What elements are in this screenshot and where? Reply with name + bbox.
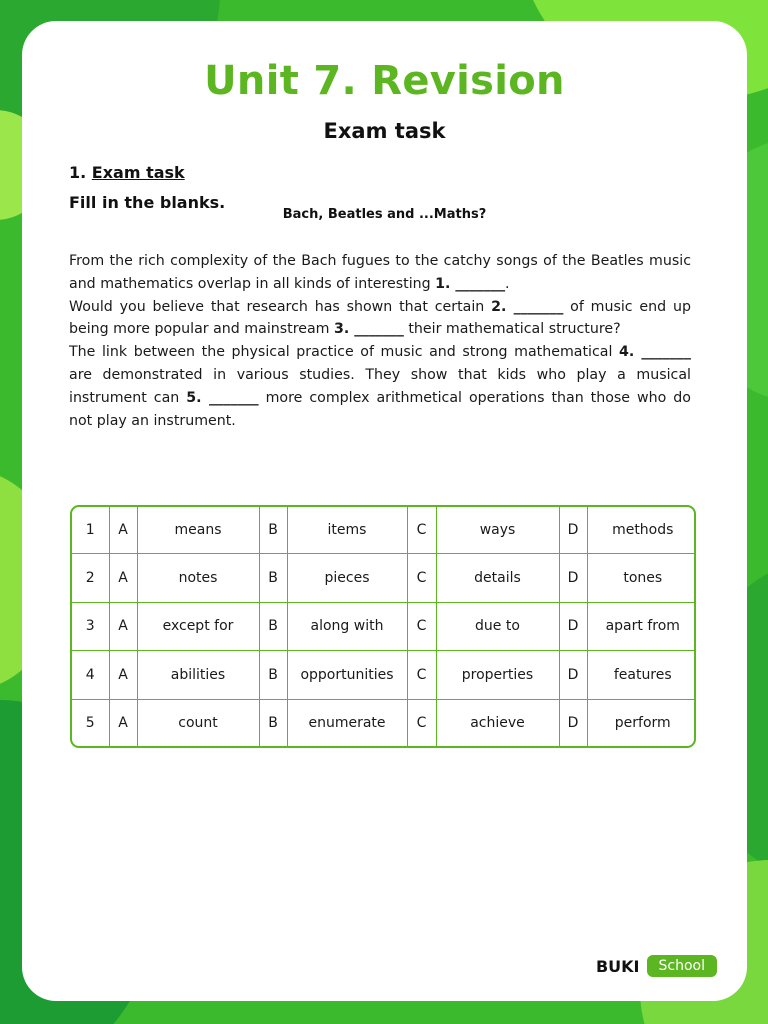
option-letter: C xyxy=(407,507,436,554)
option-letter: B xyxy=(259,699,287,746)
option-text: features xyxy=(587,651,696,699)
blank-number: 1. xyxy=(435,275,451,292)
option-text: tones xyxy=(587,554,696,602)
option-text: methods xyxy=(587,507,696,554)
passage-segment: From the rich complexity of the Bach fugues to the catchy songs of the Beatles music and mathematics overlap in all kinds of interesting xyxy=(69,253,691,292)
blank-number: 4. xyxy=(619,344,635,361)
option-text: along with xyxy=(287,602,407,650)
passage-text xyxy=(69,250,691,432)
question-number: 1 xyxy=(72,507,109,554)
option-letter: B xyxy=(259,602,287,650)
option-letter: D xyxy=(559,602,587,650)
task-heading xyxy=(69,163,185,182)
option-text: count xyxy=(137,699,259,746)
option-text: properties xyxy=(436,651,559,699)
question-number: 2 xyxy=(72,554,109,602)
option-letter: C xyxy=(407,602,436,650)
blank-line: _______ xyxy=(506,298,564,315)
option-letter: C xyxy=(407,554,436,602)
option-letter: A xyxy=(109,699,137,746)
question-number: 4 xyxy=(72,651,109,699)
option-letter: B xyxy=(259,507,287,554)
option-text: due to xyxy=(436,602,559,650)
option-letter: C xyxy=(407,651,436,699)
blank-number: 3. xyxy=(333,321,350,338)
table-row xyxy=(72,554,696,602)
option-text: pieces xyxy=(287,554,407,602)
answer-options-table xyxy=(70,505,696,748)
brand-school-badge: School xyxy=(647,955,717,977)
task-heading-label: Exam task xyxy=(91,163,185,182)
option-letter: D xyxy=(559,554,587,602)
option-letter: A xyxy=(109,554,137,602)
option-text: abilities xyxy=(137,651,259,699)
option-text: except for xyxy=(137,602,259,650)
blank-number: 2. xyxy=(491,298,507,315)
table-row xyxy=(72,602,696,650)
option-letter: A xyxy=(109,651,137,699)
option-letter: A xyxy=(109,507,137,554)
option-letter: B xyxy=(259,651,287,699)
passage-paragraph xyxy=(69,250,691,296)
question-number: 3 xyxy=(72,602,109,650)
page-title: Unit 7. Revision xyxy=(204,58,565,104)
option-text: ways xyxy=(436,507,559,554)
question-number: 5 xyxy=(72,699,109,746)
passage-segment: their mathematical structure? xyxy=(403,321,621,338)
table-row xyxy=(72,651,696,699)
blank-line: _______ xyxy=(349,321,404,338)
option-text: details xyxy=(436,554,559,602)
option-letter: D xyxy=(559,507,587,554)
option-text: perform xyxy=(587,699,696,746)
brand-name: BUKI xyxy=(595,956,640,976)
worksheet-card xyxy=(22,21,747,1001)
option-text: enumerate xyxy=(287,699,407,746)
passage-segment: The link between the physical practice of music and strong mathematical xyxy=(69,344,620,361)
passage-paragraph xyxy=(69,341,691,432)
passage-segment: are demonstrated in various studies. They show that kids who play a musical instrument can xyxy=(69,366,691,406)
passage-segment: . xyxy=(505,275,510,292)
passage-paragraph xyxy=(69,296,691,342)
option-text: means xyxy=(137,507,259,554)
blank-line: _______ xyxy=(201,389,259,406)
option-text: achieve xyxy=(436,699,559,746)
option-text: opportunities xyxy=(287,651,407,699)
task-number: 1. xyxy=(69,163,87,182)
option-letter: B xyxy=(259,554,287,602)
brand-logo xyxy=(596,955,717,977)
table-row xyxy=(72,507,696,554)
passage-title: Bach, Beatles and ...Maths? xyxy=(282,207,487,222)
option-letter: C xyxy=(407,699,436,746)
passage-segment: more complex arithmetical operations than those who do not play an instrument. xyxy=(69,389,691,429)
page-subtitle: Exam task xyxy=(323,119,446,143)
passage-segment: of music end up being more popular and mainstream xyxy=(69,298,691,338)
blank-line: _______ xyxy=(450,275,506,292)
passage-segment: Would you believe that research has shown that certain xyxy=(69,298,492,315)
table-row xyxy=(72,699,696,746)
option-letter: A xyxy=(109,602,137,650)
option-letter: D xyxy=(559,699,587,746)
task-instruction: Fill in the blanks. xyxy=(69,193,226,212)
option-letter: D xyxy=(559,651,587,699)
option-text: items xyxy=(287,507,407,554)
blank-number: 5. xyxy=(186,389,202,406)
option-text: notes xyxy=(137,554,259,602)
option-text: apart from xyxy=(587,602,696,650)
blank-line: _______ xyxy=(634,344,691,361)
